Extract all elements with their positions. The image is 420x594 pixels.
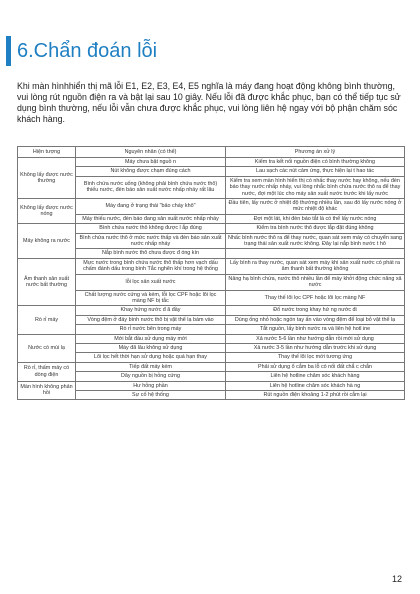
solution-cell: Liên hệ hotline chăm sóc khách hà ng xyxy=(226,381,405,390)
page-title: 6.Chẩn đoán lỗi xyxy=(17,40,158,62)
solution-cell: Đầu tiên, lấy nước ở nhiệt độ thường nhiều lần, sau đó lấy nước nóng ở mức nhiệt độ khác xyxy=(226,199,405,215)
symptom-cell: Rò rỉ, thấm máy có dòng điện xyxy=(18,362,76,381)
solution-cell: Lau sạch các nút cảm ứng, thực hiện lại t hao tác xyxy=(226,167,405,176)
cause-cell: Vòng đệm ở đáy bình nước thô bị vật thể lạ bám vào xyxy=(76,315,226,324)
cause-cell: lỗi lọc sản xuất nước xyxy=(76,274,226,290)
cause-cell: Bình chứa nước thô ở mức nước thấp và đèn báo sản xuất nước nhấp nháy xyxy=(76,233,226,249)
symptom-cell: Không lấy được nước nóng xyxy=(18,199,76,224)
solution-cell: Nâng hạ bình chứa, nước thô nhiều lần để máy khởi động chức năng xả nước xyxy=(226,274,405,290)
solution-cell: Liên hệ hotline chăm sóc khách hàng xyxy=(226,372,405,381)
table-row xyxy=(18,381,405,390)
symptom-cell: Nước có mùi lạ xyxy=(18,334,76,362)
cause-cell: Nút không được chạm đúng cách xyxy=(76,167,226,176)
table-row xyxy=(18,233,405,249)
title-accent-bar xyxy=(6,36,11,66)
symptom-cell: Âm thanh sản xuất nước bất thường xyxy=(18,258,76,305)
cause-cell: Máy thiếu nước, đèn báo đang sản xuất nước nhấp nháy xyxy=(76,214,226,223)
table-row xyxy=(18,249,405,258)
table-row xyxy=(18,158,405,167)
solution-cell: Dùng ống nhỏ hoặc ngón tay ấn vào vòng đệm để loại bỏ vật thể lạ xyxy=(226,315,405,324)
solution-cell: Đợi một lát, khi đèn báo tắt là có thể lấy nước nóng xyxy=(226,214,405,223)
table-row xyxy=(18,224,405,233)
table-row xyxy=(18,306,405,315)
solution-cell: Phải sử dụng ổ cắm ba lỗ có nối đất chắ c chắn xyxy=(226,362,405,371)
cause-cell: Nắp bình nước thô chưa được đ óng kín xyxy=(76,249,226,258)
header-solution: Phương án xử lý xyxy=(226,147,405,158)
cause-cell: Hư hỏng phần xyxy=(76,381,226,390)
solution-cell: Đổ nước trong khay hứ ng nước đi xyxy=(226,306,405,315)
solution-cell xyxy=(226,249,405,258)
cause-cell: Máy đang ở trạng thái "bảo cháy khô" xyxy=(76,199,226,215)
solution-cell: Lấy bình ra thay nước, quan sát xem máy khi sản xuất nước có phát ra âm thanh bất thường không xyxy=(226,258,405,274)
table-header-row xyxy=(18,147,405,158)
header-symptom: Hiện tượng xyxy=(18,147,76,158)
table-row xyxy=(18,199,405,215)
solution-cell: Thay thế lõi lọc mới tương ứng xyxy=(226,353,405,362)
symptom-cell: Màn hình không phản hồi xyxy=(18,381,76,400)
cause-cell: Dây nguồn bị hỏng cứng xyxy=(76,372,226,381)
table-row xyxy=(18,353,405,362)
solution-cell: Xả nước 3-5 lần như hướng dẫn trước khi sử dụng xyxy=(226,343,405,352)
cause-cell: Mới bắt đầu sử dụng máy mới xyxy=(76,334,226,343)
cause-cell: Rò rỉ nước bên trong máy xyxy=(76,325,226,334)
symptom-cell: Máy không ra nước xyxy=(18,224,76,259)
troubleshooting-table xyxy=(17,146,405,400)
table-row xyxy=(18,343,405,352)
page-number: 12 xyxy=(391,574,402,584)
cause-cell: Bình chứa nước thô không được l ắp đúng xyxy=(76,224,226,233)
table-row xyxy=(18,390,405,399)
table-row xyxy=(18,176,405,198)
table-row xyxy=(18,372,405,381)
table-row xyxy=(18,274,405,290)
symptom-cell: Rò rỉ máy xyxy=(18,306,76,334)
cause-cell: Khay hứng nước đ ã đầy xyxy=(76,306,226,315)
solution-cell: Rút nguồn điện khoảng 1-2 phút rồi cắm lại xyxy=(226,390,405,399)
solution-cell: Xả nước 5-6 lần như hướng dẫn rồi mới sử dụng xyxy=(226,334,405,343)
table-row xyxy=(18,362,405,371)
cause-cell: Bình chứa nước uống (không phải bình chứa nước thô) thiếu nước, đèn báo sản xuất nước nhấp nháy rất lâu xyxy=(76,176,226,198)
table-row xyxy=(18,315,405,324)
intro-paragraph: Khi màn hìnhhiển thị mã lỗi E1, E2, E3, E4, E5 nghĩa là máy đang hoạt động không bình thường, vui lòng rút nguồn điện ra và bật lại sau 10 giây. Nếu lỗi đã được khắc phục, bạn có thể tiếp tục sử dụng bình thường, nếu lỗi vẫn chưa được khắc phục, vui lòng liên hệ ngay với bộ phận chăm sóc khách hàng. xyxy=(17,81,401,124)
cause-cell: Máy đã lâu không sử dụng xyxy=(76,343,226,352)
table-row xyxy=(18,167,405,176)
table-row xyxy=(18,290,405,306)
table-row xyxy=(18,325,405,334)
cause-cell: Sự cố hệ thống xyxy=(76,390,226,399)
table-row xyxy=(18,334,405,343)
symptom-cell: Không lấy được nước thường xyxy=(18,158,76,199)
solution-cell: Thay thế lõi lọc CPF hoặc lõi lọc màng NF xyxy=(226,290,405,306)
table-row xyxy=(18,214,405,223)
cause-cell: Mực nước trong bình chứa nước thô thấp hơn vạch dấu chấm đánh dấu trong bình Tắc nghẽn khí trong hệ thống xyxy=(76,258,226,274)
solution-cell: Kiểm tra kết nối nguồn điện có bình thường không xyxy=(226,158,405,167)
header-cause: Nguyên nhân (có thể) xyxy=(76,147,226,158)
cause-cell: Máy chưa bật nguồ n xyxy=(76,158,226,167)
solution-cell: Kiểm tra xem màn hình hiển thị có nhấc thay nước hay không, nếu đèn báo thay nước nhấp nháy, vui lòng nhắc bình chứa nước thô ra để thay nước, đợi một lúc cho máy sản xuất nước trước khi lấy nước xyxy=(226,176,405,198)
cause-cell: Chất lượng nước cứng và kém, lỗi lọc CPF hoặc lõi lọc màng NF bị tắc xyxy=(76,290,226,306)
table-row xyxy=(18,258,405,274)
solution-cell: Nhấc bình nước thô ra để thay nước, quan sát xem máy có chuyển sang trạng thái sản xuất nước không. Đây lại nắp bình nước t hô xyxy=(226,233,405,249)
cause-cell: Lõi lọc hết thời hạn sử dụng hoặc quá hạn thay xyxy=(76,353,226,362)
solution-cell: Tắt nguồn, lấy bình nước ra và liên hệ hotl ine xyxy=(226,325,405,334)
solution-cell: Kiểm tra bình nước thô được lắp đặt đúng không xyxy=(226,224,405,233)
cause-cell: Tiếp đất máy kém xyxy=(76,362,226,371)
